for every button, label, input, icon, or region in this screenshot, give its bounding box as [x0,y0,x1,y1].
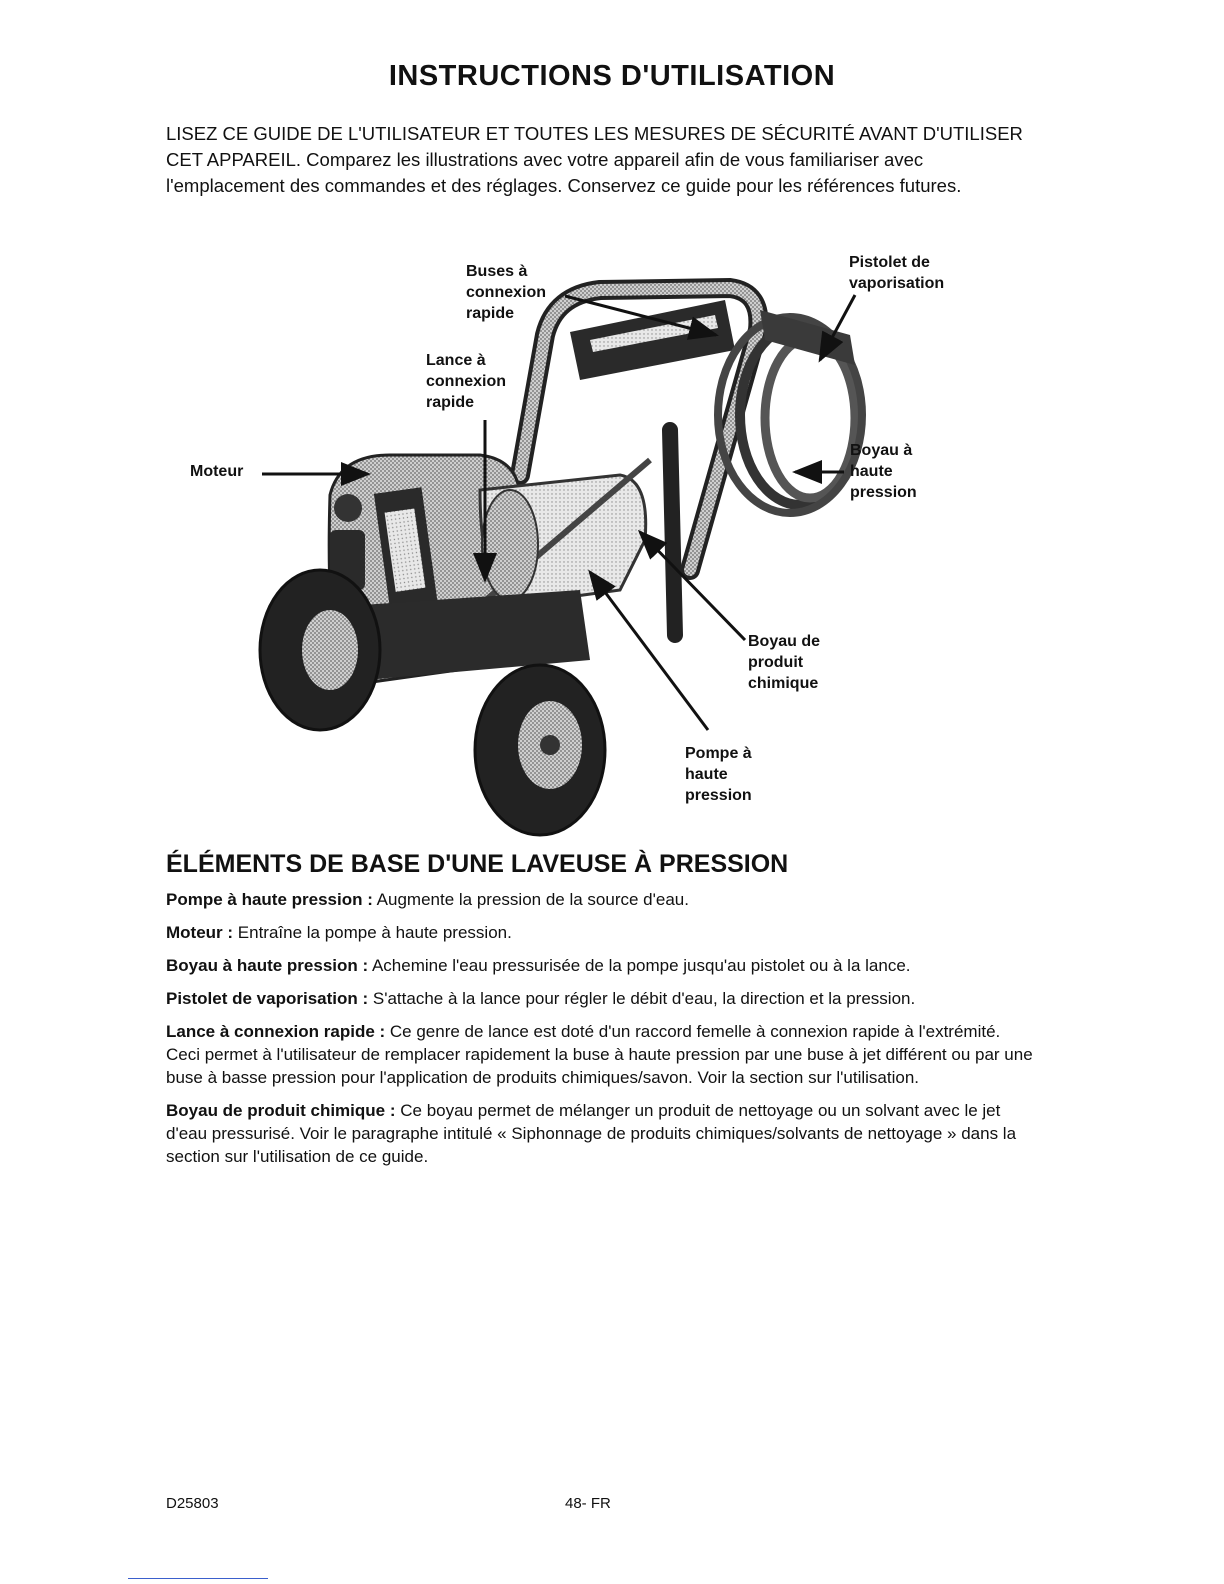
pressure-washer-figure [150,240,1030,840]
bottom-rule [128,1578,268,1579]
feature-term: Pistolet de vaporisation : [166,989,369,1008]
feature-item [166,954,1036,977]
feature-text: Augmente la pression de la source d'eau. [372,890,689,909]
document-number: D25803 [166,1495,219,1512]
callout-buses: Buses à connexion rapide [466,263,547,322]
feature-term: Boyau de produit chimique : [166,1101,396,1120]
callout-boyau-chimique: Boyau de produit chimique [748,633,821,692]
page-number: 48- FR [565,1495,611,1512]
pompe-leader [590,572,708,730]
section-heading: ÉLÉMENTS DE BASE D'UNE LAVEUSE À PRESSION [166,850,789,878]
pressure-washer-illustration [150,240,1030,840]
feature-text: Ce genre de lance est doté d'un raccord femelle à connexion rapide à l'extrémité. Ceci permet à l'utilisateur de remplacer rapidement la buse à haute pression par une buse à jet différent ou par une buse à basse pression pour l'application de produits chimiques/savon. Voir la section sur l'utilisation. [166,1022,1033,1087]
callout-moteur: Moteur [190,463,244,480]
callout-lance: Lance à connexion rapide [426,352,507,411]
feature-item [166,921,1036,944]
callout-pistolet: Pistolet de vaporisation [849,254,945,292]
callout-pompe: Pompe à haute pression [685,745,752,804]
feature-item [166,1099,1036,1168]
callout-boyau-haute: Boyau à haute pression [850,442,917,501]
features-list [166,888,1036,1178]
page-title: INSTRUCTIONS D'UTILISATION [388,60,836,92]
feature-text: Achemine l'eau pressurisée de la pompe jusqu'au pistolet ou à la lance. [368,956,911,975]
feature-term: Pompe à haute pression : [166,890,373,909]
feature-term: Lance à connexion rapide : [166,1022,386,1041]
feature-text: Entraîne la pompe à haute pression. [233,923,512,942]
feature-item [166,888,1036,911]
feature-text: S'attache à la lance pour régler le débit d'eau, la direction et la pression. [368,989,916,1008]
intro-paragraph: LISEZ CE GUIDE DE L'UTILISATEUR ET TOUTES LES MESURES DE SÉCURITÉ AVANT D'UTILISER CET APPAREIL. Comparez les illustrations avec votre appareil afin de vous familiariser avec l'emplacement des commandes et des réglages. Conservez ce guide pour les références futures. [166,123,1023,196]
feature-term: Moteur : [166,923,234,942]
feature-item [166,987,1036,1010]
feature-text: Ce boyau permet de mélanger un produit de nettoyage ou un solvant avec le jet d'eau pressurisé. Voir le paragraphe intitulé « Siphonnage de produits chimiques/solvants de nettoyage » dans la section sur l'utilisation de ce guide. [166,1101,1017,1166]
feature-item [166,1020,1036,1089]
feature-term: Boyau à haute pression : [166,956,369,975]
